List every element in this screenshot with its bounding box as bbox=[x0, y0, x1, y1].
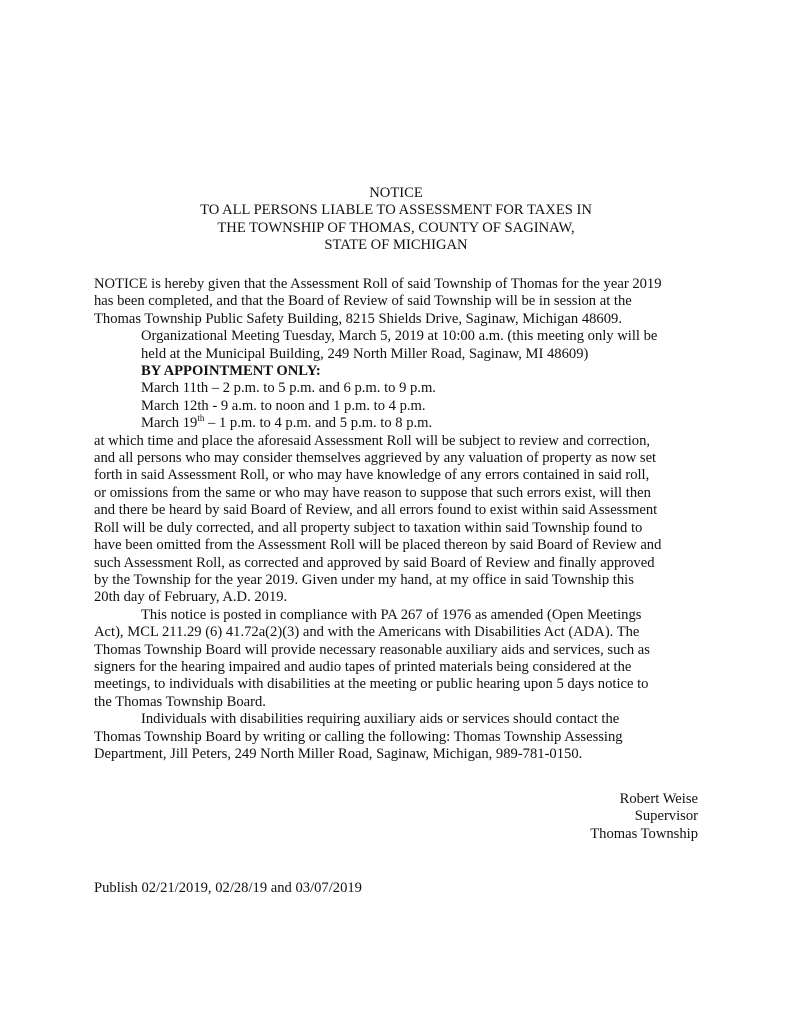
text-line: signers for the hearing impaired and audio tapes of printed materials being considered at the bbox=[94, 658, 632, 675]
text-line: the Thomas Township Board. bbox=[94, 693, 266, 710]
signer-name: Robert Weise bbox=[619, 791, 698, 807]
notice-heading bbox=[96, 185, 696, 255]
compliance-paragraph bbox=[94, 607, 706, 711]
text-line: Individuals with disabilities requiring auxiliary aids or services should contact the bbox=[141, 711, 620, 728]
text-line: Thomas Township Public Safety Building, 8215 Shields Drive, Saginaw, Michigan 48609. bbox=[94, 310, 622, 327]
contact-paragraph bbox=[94, 711, 706, 763]
text-line: have been omitted from the Assessment Roll will be placed thereon by said Board of Review and bbox=[94, 537, 662, 554]
text-line: forth in said Assessment Roll, or who may have knowledge of any errors contained in said roll, bbox=[94, 467, 650, 484]
text-line: Department, Jill Peters, 249 North Miller Road, Saginaw, Michigan, 989-781-0150. bbox=[94, 745, 583, 762]
notice-body bbox=[94, 276, 706, 763]
signer-title: Supervisor bbox=[634, 808, 698, 825]
heading-line: THE TOWNSHIP OF THOMAS, COUNTY OF SAGINAW, bbox=[217, 219, 575, 236]
appointment-date: March 11th – 2 p.m. to 5 p.m. and 6 p.m. to 9 p.m. bbox=[141, 380, 436, 397]
signer-organization: Thomas Township bbox=[590, 825, 698, 842]
text-line: Roll will be duly corrected, and all property subject to taxation within said Township found to bbox=[94, 519, 643, 536]
text-line: or omissions from the same or who may have reason to suppose that such errors exist, will then bbox=[94, 484, 651, 501]
intro-paragraph bbox=[94, 276, 706, 328]
publish-dates: Publish 02/21/2019, 02/28/19 and 03/07/2019 bbox=[94, 880, 362, 896]
text-line: held at the Municipal Building, 249 North Miller Road, Saginaw, MI 48609) bbox=[141, 345, 589, 362]
appointment-date: March 12th - 9 a.m. to noon and 1 p.m. to 4 p.m. bbox=[141, 397, 426, 414]
text-line: This notice is posted in compliance with PA 267 of 1976 as amended (Open Meetings bbox=[141, 606, 642, 623]
text-line: NOTICE is hereby given that the Assessment Roll of said Township of Thomas for the year 2019 bbox=[94, 276, 662, 292]
signature-block bbox=[480, 791, 698, 843]
review-paragraph bbox=[94, 433, 706, 607]
text-line: by the Township for the year 2019. Given under my hand, at my office in said Township this bbox=[94, 571, 634, 588]
text-line: Thomas Township Board will provide necessary reasonable auxiliary aids and services, such as bbox=[94, 641, 650, 658]
text-line: 20th day of February, A.D. 2019. bbox=[94, 589, 288, 606]
appointment-date: March 19th – 1 p.m. to 4 p.m. and 5 p.m. to 8 p.m. bbox=[141, 413, 433, 432]
text-line: has been completed, and that the Board of Review of said Township will be in session at the bbox=[94, 293, 632, 310]
text-line: and there be heard by said Board of Review, and all errors found to exist within said Assessment bbox=[94, 502, 658, 519]
text-line: Thomas Township Board by writing or calling the following: Thomas Township Assessing bbox=[94, 728, 623, 745]
heading-line: STATE OF MICHIGAN bbox=[324, 237, 468, 254]
heading-line: NOTICE bbox=[369, 185, 423, 201]
heading-line: TO ALL PERSONS LIABLE TO ASSESSMENT FOR TAXES IN bbox=[200, 202, 592, 219]
appointment-schedule bbox=[94, 363, 706, 433]
text-line: Organizational Meeting Tuesday, March 5, 2019 at 10:00 a.m. (this meeting only will be bbox=[141, 328, 658, 345]
text-line: and all persons who may consider themselves aggrieved by any valuation of property as now set bbox=[94, 450, 657, 467]
organizational-meeting bbox=[94, 328, 706, 363]
text-line: at which time and place the aforesaid Assessment Roll will be subject to review and correction, bbox=[94, 432, 651, 449]
text-line: Act), MCL 211.29 (6) 41.72a(2)(3) and with the Americans with Disabilities Act (ADA). The bbox=[94, 624, 640, 641]
text-line: meetings, to individuals with disabilities at the meeting or public hearing upon 5 days notice to bbox=[94, 676, 649, 693]
text-line: such Assessment Roll, as corrected and approved by said Board of Review and finally approved bbox=[94, 554, 655, 571]
appointment-header: BY APPOINTMENT ONLY: bbox=[141, 363, 321, 380]
